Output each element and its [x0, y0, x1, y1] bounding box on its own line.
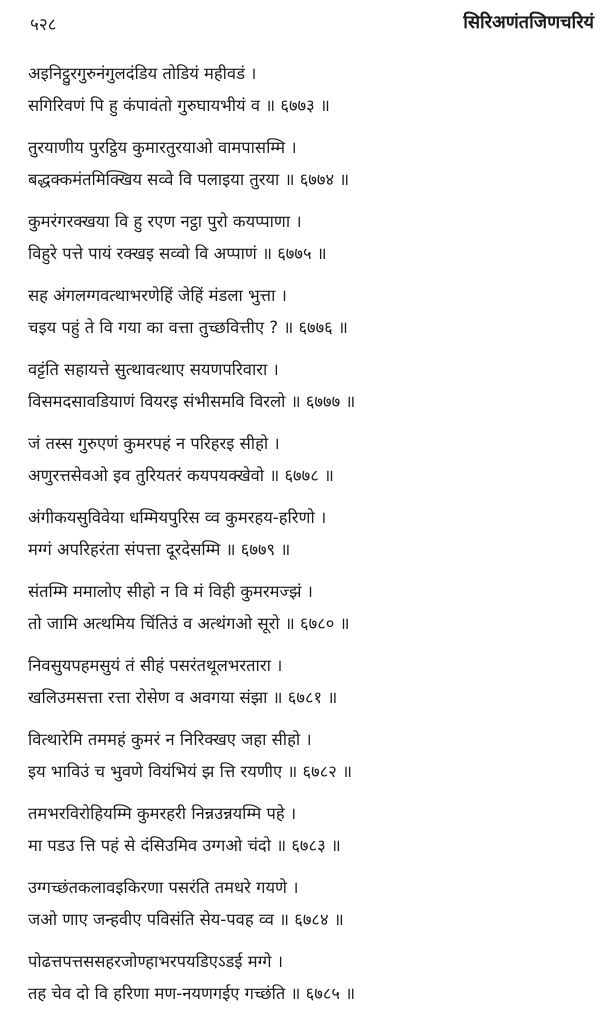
- verse-list: [28, 58, 596, 1020]
- verse-line: अंगीकयसुविवेया धम्मियपुरिस व्व कुमरहय-हरिणो ।: [28, 508, 327, 527]
- verse-line: चइय पहुं ते वि गया का वत्ता तुच्छवित्तीए ? ॥ ६७७६ ॥: [28, 318, 348, 337]
- verse-6782: [28, 724, 596, 788]
- verse-line: मग्गं अपरिहरंता संपत्ता दूरदेसम्मि ॥ ६७७९ ॥: [28, 540, 291, 559]
- running-title: सिरिअणंतजिणचरियं: [463, 12, 594, 33]
- verse-line: उग्गच्छंतकलावइकिरणा पसरंति तमधरे गयणे ।: [28, 878, 299, 897]
- verse-6778: [28, 428, 596, 492]
- verse-line: बद्धक्कमंतमिक्खिय सव्वे वि पलाइया तुरया ॥ ६७७४ ॥: [28, 170, 350, 189]
- verse-line: तह चेव दो वि हरिणा मण-नयणगईए गच्छंति ॥ ६७८५ ॥: [28, 984, 356, 1003]
- verse-line: सह अंगलग्गवत्थाभरणेहिं जेहिं मंडला भुत्ता ।: [28, 286, 287, 305]
- verse-line: सगिरिवणं पि हु कंपावंतो गुरुघायभीयं व ॥ ६७७३ ॥: [28, 96, 330, 115]
- verse-line: विसमदसावडियाणं वियरइ संभीसमवि विरलो ॥ ६७७७ ॥: [28, 392, 356, 411]
- page-number: ५२८: [30, 15, 57, 35]
- verse-line: खलिउमसत्ता रत्ता रोसेण व अवगया संझा ॥ ६७८१ ॥: [28, 688, 338, 707]
- verse-6784: [28, 872, 596, 936]
- verse-line: अइनिट्ठुरगुरुनंगुलदंडिय तोडियं महीवडं ।: [28, 64, 257, 83]
- verse-line: अणुरत्तसेवओ इव तुरियतरं कयपयक्खेवो ॥ ६७७८ ॥: [28, 466, 334, 485]
- page-header: [0, 0, 600, 56]
- verse-line: संतम्मि ममालोए सीहो न वि मं विही कुमरमज्झं ।: [28, 582, 313, 601]
- verse-6773: [28, 58, 596, 122]
- verse-line: जं तस्स गुरुएणं कुमरपहं न परिहरइ सीहो ।: [28, 434, 280, 453]
- verse-line: निवसुयपहमसुयं तं सीहं पसरंतथूलभरतारा ।: [28, 656, 283, 675]
- verse-line: पोढत्तपत्तससहरजोण्हाभरपयडिएऽडई मग्गे ।: [28, 952, 284, 971]
- verse-line: विहुरे पत्ते पायं रक्खइ सव्वो वि अप्पाणं ॥ ६७७५ ॥: [28, 244, 327, 263]
- verse-6779: [28, 502, 596, 566]
- verse-6783: [28, 798, 596, 862]
- verse-6785: [28, 946, 596, 1010]
- verse-line: तमभरविरोहियम्मि कुमरहरी निन्नउन्नयम्मि पहे ।: [28, 804, 297, 823]
- verse-6777: [28, 354, 596, 418]
- verse-6776: [28, 280, 596, 344]
- verse-line: जओ णाए जन्हवीए पविसंति सेय-पवह व्व ॥ ६७८४ ॥: [28, 910, 344, 929]
- verse-6774: [28, 132, 596, 196]
- verse-line: तुरयाणीय पुरट्ठिय कुमारतुरयाओ वामपासम्मि ।: [28, 138, 297, 157]
- verse-6775: [28, 206, 596, 270]
- verse-6780: [28, 576, 596, 640]
- verse-line: तो जामि अत्थमिय चिंतिउं व अत्थंगओ सूरो ॥ ६७८० ॥: [28, 614, 350, 633]
- verse-line: वित्थारेमि तममहं कुमरं न निरिक्खए जहा सीहो ।: [28, 730, 312, 749]
- verse-line: मा पडउ त्ति पहं से दंसिउमिव उग्गओ चंदो ॥ ६७८३ ॥: [28, 836, 341, 855]
- verse-line: कुमरंगरक्खया वि हु रएण नट्ठा पुरो कयप्पाणा ।: [28, 212, 302, 231]
- verse-line: वट्टंति सहायत्ते सुत्थावत्थाए सयणपरिवारा ।: [28, 360, 279, 379]
- verse-line: इय भाविउं च भुवणे वियंभियं झ त्ति रयणीए ॥ ६७८२ ॥: [28, 762, 353, 781]
- verse-6781: [28, 650, 596, 714]
